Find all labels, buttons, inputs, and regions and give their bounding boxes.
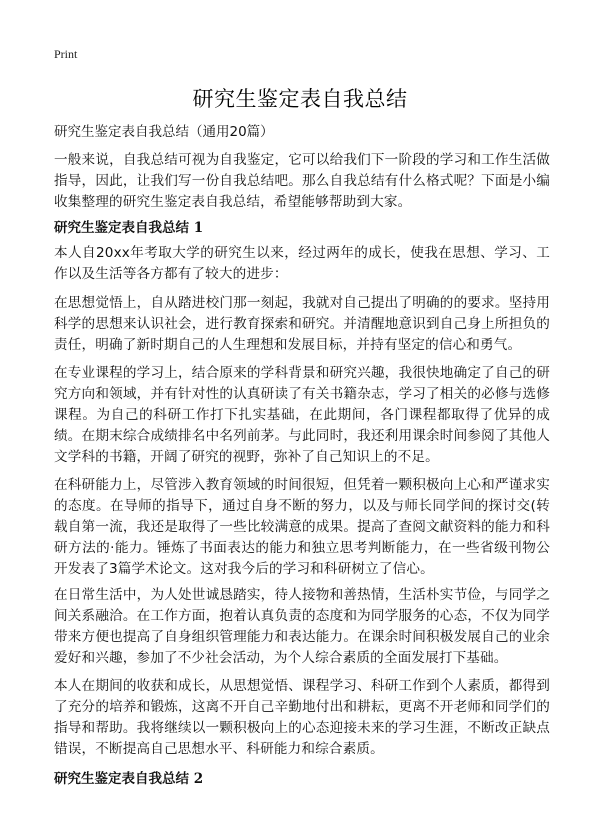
section-heading-2: 研究生鉴定表自我总结 2 [54,771,204,787]
section-1-paragraph-3: 在专业课程的学习上，结合原来的学科背景和研究兴趣，我很快地确定了自己的研究方向和领域，并有针对性的认真研读了有关书籍杂志，学习了相关的必修与选修课程。为自己的科研工作打下扎实基础，在此期间，各门课程都取得了优异的成绩。在期末综合成绩排名中名列前茅。与此同时，我还利用课余时间参阅了其他人文学科的书籍，开阔了研究的视野，弥补了自己知识上的不足。 [54,365,550,465]
section-1-paragraph-1: 本人自20xx年考取大学的研究生以来，经过两年的成长，使我在思想、学习、工作以及生活等各方都有了较大的进步： [54,245,550,282]
section-1-paragraph-2: 在思想觉悟上，自从踏进校门那一刻起，我就对自己提出了明确的的要求。坚持用科学的思想来认识社会，进行教育探索和研究。并清醒地意识到自己身上所担负的责任，明确了新时期自己的人生理想和发展目标，并持有坚定的信心和勇气。 [54,295,550,353]
section-1-paragraph-6: 本人在期间的收获和成长，从思想觉悟、课程学习、科研工作到个人素质，都得到了充分的培养和锻炼，这离不开自己辛勤地付出和耕耘，更离不开老师和同学们的指导和帮助。我将继续以一颗积极向上的心态迎接未来的学习生涯，不断改正缺点错误，不断提高自己思想水平、科研能力和综合素质。 [54,678,550,757]
document-subtitle: 研究生鉴定表自我总结（通用20篇） [54,124,274,140]
print-link[interactable]: Print [54,47,78,61]
document-title: 研究生鉴定表自我总结 [192,87,408,111]
section-1-paragraph-4: 在科研能力上，尽管涉入教育领域的时间很短，但凭着一颗积极向上心和严谨求实的态度。在导师的指导下，通过自身不断的努力，以及与师长同学间的探讨交(转载自第一流，我还是取得了一些比较满意的成果。提高了查阅文献资料的能力和科研方法的·能力。锤炼了书面表达的能力和独立思考判断能力，在一些省级刊物公开发表了3篇学术论文。这对我今后的学习和科研树立了信心。 [54,477,550,577]
section-1-paragraph-5: 在日常生活中，为人处世诚恳踏实，待人接物和善热情，生活朴实节俭，与同学之间关系融洽。在工作方面，抱着认真负责的态度和为同学服务的心态，不仅为同学带来方便也提高了自身组织管理能力和表达能力。在课余时间积极发展自己的业余爱好和兴趣，参加了不少社会活动，为个人综合素质的全面发展打下基础。 [54,587,550,666]
intro-paragraph: 一般来说，自我总结可视为自我鉴定，它可以给我们下一阶段的学习和工作生活做指导，因此，让我们写一份自我总结吧。那么自我总结有什么格式呢？下面是小编收集整理的研究生鉴定表自我总结，希望能够帮助到大家。 [54,152,550,210]
section-heading-1: 研究生鉴定表自我总结 1 [54,220,204,236]
